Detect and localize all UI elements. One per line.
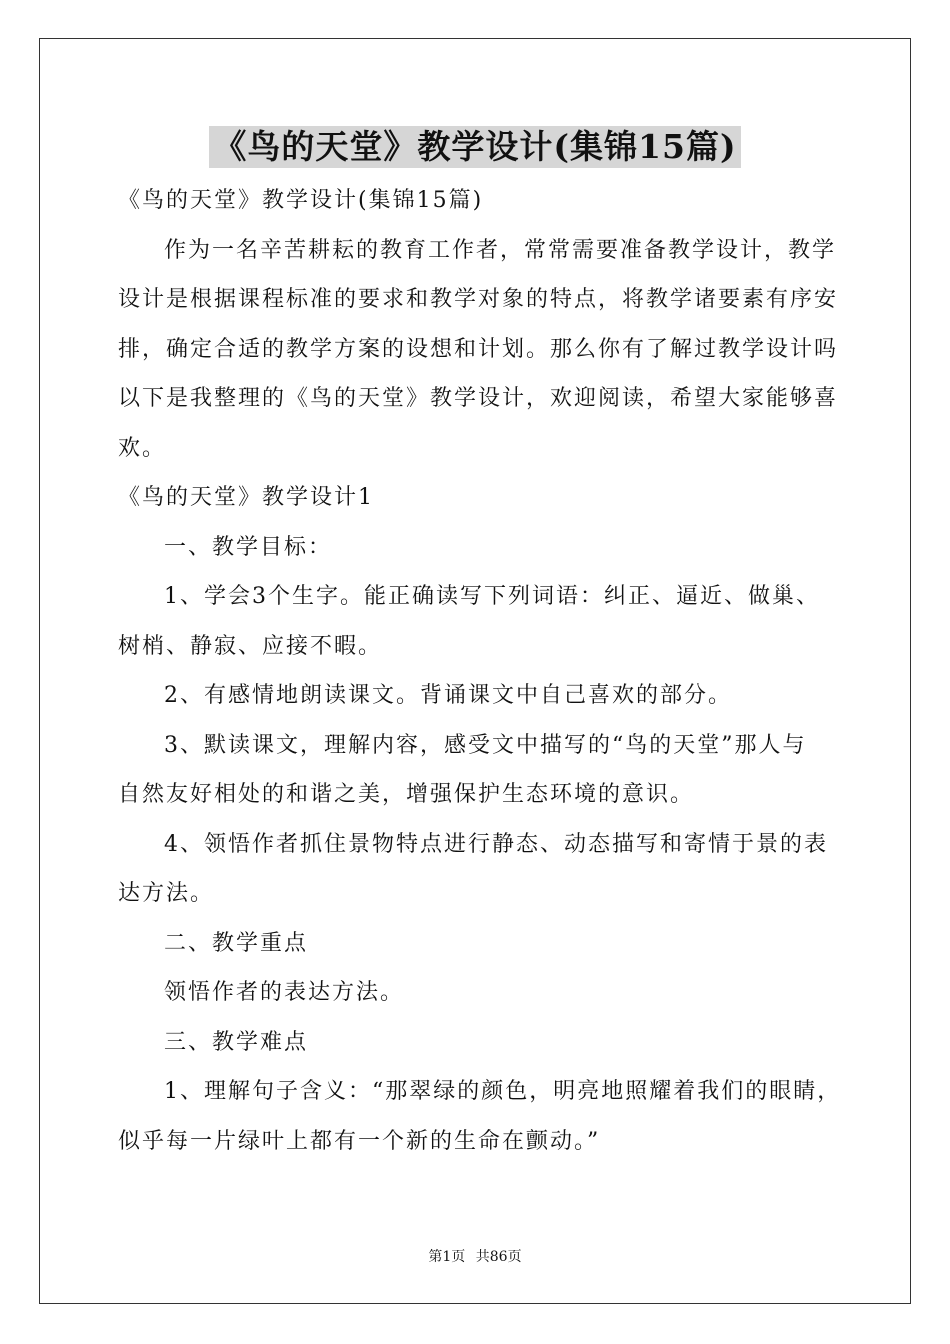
body-line: 领悟作者的表达方法。	[164, 980, 405, 1005]
body-line: 树梢、静寂、应接不暇。	[118, 633, 383, 659]
body-line: 二、教学重点	[164, 930, 309, 956]
body-line: 似乎每一片绿叶上都有一个新的生命在颤动。”	[118, 1128, 601, 1154]
page-number: 第1页	[428, 1249, 466, 1265]
page-footer	[0, 1248, 950, 1266]
page-total: 共86页	[475, 1249, 522, 1265]
body-line: 2、有感情地朗读课文。背诵课文中自己喜欢的部分。	[164, 683, 732, 708]
document-body	[118, 176, 842, 1166]
body-line: 一、教学目标：	[164, 534, 333, 560]
body-line: 作为一名辛苦耕耘的教育工作者，常常需要准备教学设计，教学	[164, 237, 837, 263]
body-line: 达方法。	[118, 881, 215, 906]
body-line: 《鸟的天堂》教学设计1	[118, 485, 374, 510]
body-line: 三、教学难点	[164, 1029, 309, 1055]
document-title: 《鸟的天堂》教学设计(集锦15篇)	[209, 126, 740, 168]
body-line: 1、理解句子含义：“那翠绿的颜色，明亮地照耀着我们的眼睛，	[164, 1079, 842, 1104]
body-line: 3、默读课文，理解内容，感受文中描写的“鸟的天堂”那人与	[164, 732, 807, 758]
body-line: 欢。	[118, 435, 167, 461]
body-line: 排，确定合适的教学方案的设想和计划。那么你有了解过教学设计吗	[118, 336, 839, 362]
document-title-wrapper	[0, 126, 950, 168]
body-line: 4、领悟作者抓住景物特点进行静态、动态描写和寄情于景的表	[164, 831, 828, 857]
body-line: 1、学会3个生字。能正确读写下列词语：纠正、逼近、做巢、	[164, 584, 820, 609]
body-line: 以下是我整理的《鸟的天堂》教学设计，欢迎阅读，希望大家能够喜	[118, 386, 839, 411]
body-line: 自然友好相处的和谐之美，增强保护生态环境的意识。	[118, 782, 695, 807]
body-line: 《鸟的天堂》教学设计(集锦15篇)	[118, 188, 484, 213]
body-line: 设计是根据课程标准的要求和教学对象的特点，将教学诸要素有序安	[118, 287, 839, 312]
